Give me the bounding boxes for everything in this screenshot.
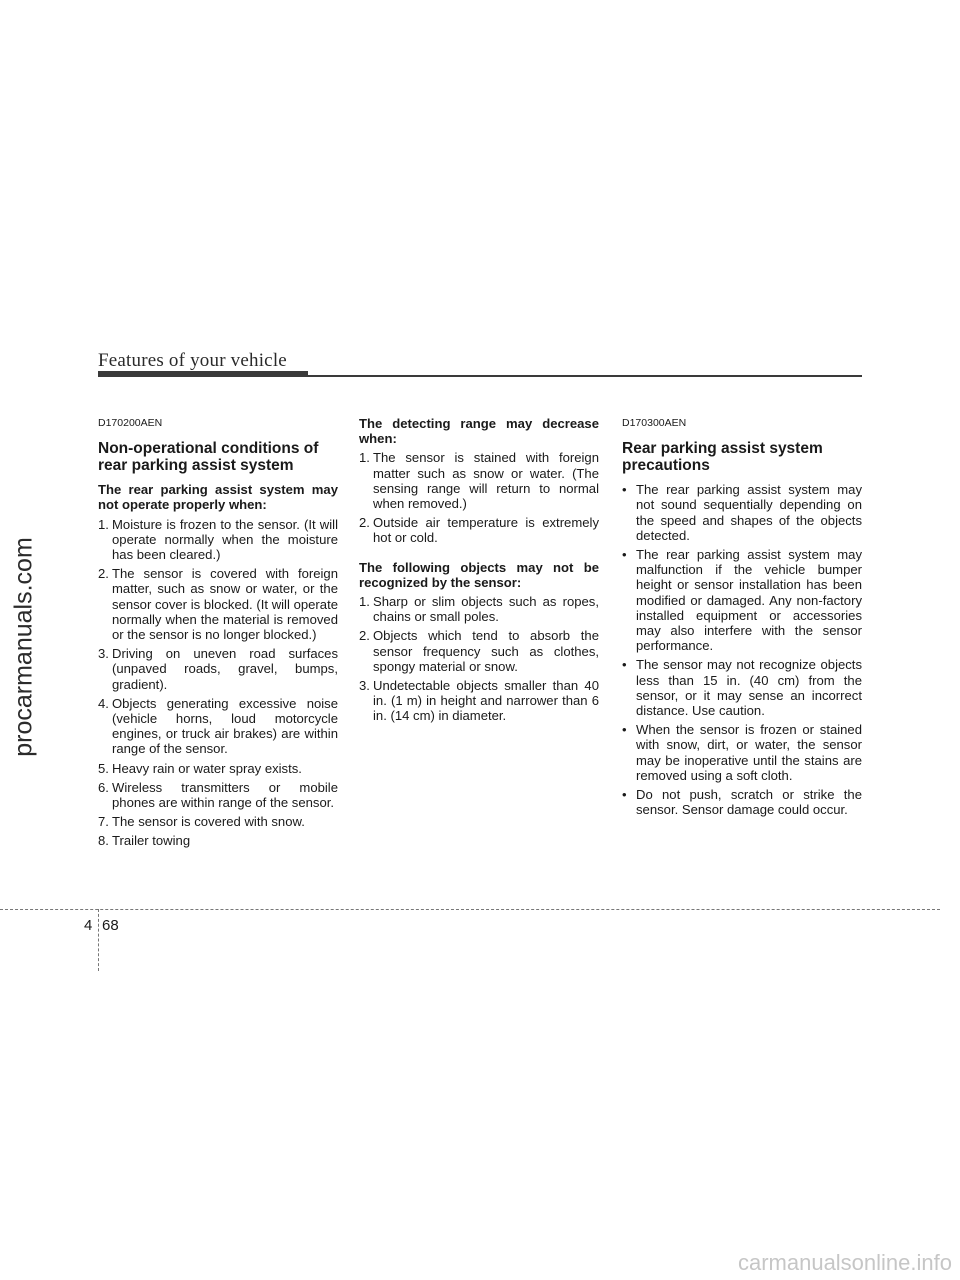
condition-list [98, 517, 338, 849]
section-subhead: The rear parking assist system may not operate properly when: [98, 482, 338, 513]
section-subhead: The detecting range may decrease when: [359, 416, 599, 447]
precautions-list [622, 482, 862, 817]
list-item: • Do not push, scratch or strike the sensor. Sensor damage could occur. [622, 787, 862, 818]
side-watermark-text: procarmanuals.com [9, 537, 38, 757]
list-item: • The rear parking assist system may not sound sequentially depending on the speed and shapes of the objects detected. [622, 482, 862, 543]
list-item: 1. Sharp or slim objects such as ropes, chains or small poles. [359, 594, 599, 625]
list-item: 4. Objects generating excessive noise (vehicle horns, loud motorcycle engines, or truck air brakes) are within range of the sensor. [98, 695, 338, 757]
list-item: • When the sensor is frozen or stained with snow, dirt, or water, the sensor may be inoperative until the stains are removed using a soft cloth. [622, 722, 862, 783]
list-item: • The sensor may not recognize objects less than 15 in. (40 cm) from the sensor, or it may sense an incorrect distance. Use caution. [622, 657, 862, 719]
chapter-number: 4 [84, 917, 93, 934]
list-item: • The rear parking assist system may malfunction if the vehicle bumper height or sensor installation has been modified or damaged. Any non-factory installed equipment or accessories may also interfere with the sensor performance. [622, 547, 862, 654]
page-number: 68 [102, 917, 119, 934]
left-column [98, 416, 338, 853]
footer-rule [0, 909, 940, 910]
footer-divider [98, 909, 99, 971]
section-subhead: The following objects may not be recognized by the sensor: [359, 559, 599, 590]
section-code: D170200AEN [98, 417, 163, 429]
list-item: 6. Wireless transmitters or mobile phones are within range of the sensor. [98, 779, 338, 811]
list-item: 1. The sensor is stained with foreign matter such as snow or water. (The sensing range will return to normal when removed.) [359, 450, 599, 512]
list-item: 7. The sensor is covered with snow. [98, 814, 305, 830]
list-item: 3. Driving on uneven road surfaces (unpaved roads, gravel, bumps, gradient). [98, 646, 338, 692]
list-item: 5. Heavy rain or water spray exists. [98, 760, 302, 776]
list-item: 2. Objects which tend to absorb the sensor frequency such as clothes, spongy material or snow. [359, 628, 599, 674]
list-item: 2. Outside air temperature is extremely hot or cold. [359, 515, 599, 546]
section-heading: Rear parking assist system precautions [622, 440, 823, 475]
list-item: 2. The sensor is covered with foreign matter, such as snow or water, or the sensor cover is blocked. (It will operate normally when the material is removed or the sensor is no longer blocked.) [98, 566, 338, 643]
right-column [622, 416, 862, 821]
middle-column [359, 416, 599, 728]
list-item: 8. Trailer towing [98, 833, 191, 849]
section-code: D170300AEN [622, 417, 687, 429]
header-rule [98, 375, 862, 377]
bottom-watermark: carmanualsonline.info [737, 1250, 952, 1275]
list-item: 3. Undetectable objects smaller than 40 in. (1 m) in height and narrower than 6 in. (14 cm) in diameter. [359, 678, 599, 724]
section-heading: Non-operational conditions of rear parking assist system [98, 440, 319, 475]
list-item: 1. Moisture is frozen to the sensor. (It will operate normally when the moisture has been cleared.) [98, 516, 338, 563]
side-watermark [4, 532, 44, 762]
page-header-title: Features of your vehicle [98, 350, 287, 371]
objects-list [359, 594, 599, 724]
range-list [359, 450, 599, 545]
